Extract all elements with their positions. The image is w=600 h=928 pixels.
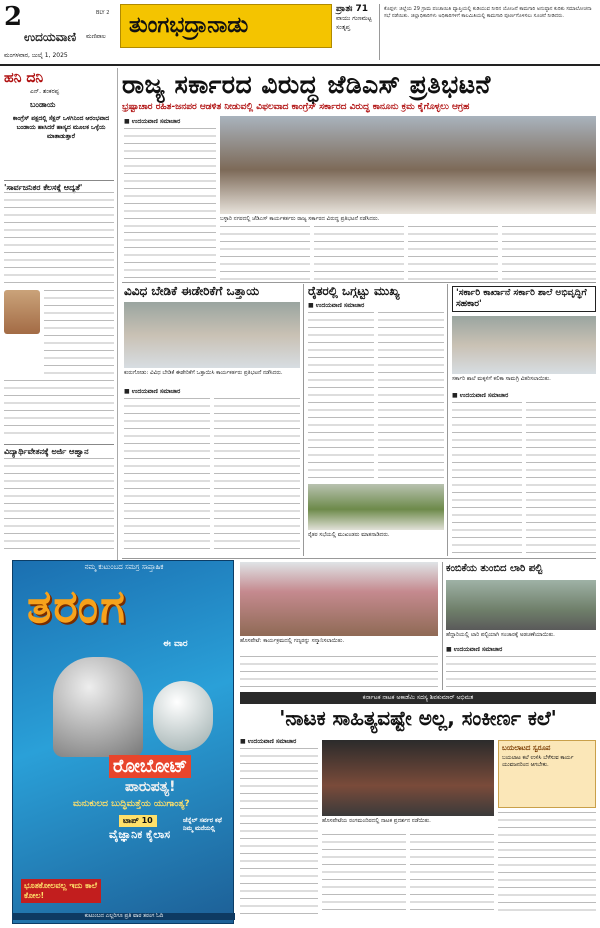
- feature-body-4: [498, 812, 596, 916]
- main-photo: [220, 116, 596, 214]
- story4-caption: ಹೊಸಪೇಟೆ: ಕಾರ್ಯಕ್ರಮದಲ್ಲಿ ಗಣ್ಯರನ್ನು ಸನ್ಮಾನಿಸಲಾಯಿತು.: [240, 638, 345, 644]
- main-body-1: [124, 128, 216, 228]
- main-deck: ಭ್ರಷ್ಟಾಚಾರ ರಹಿತ-ಜನಪರ ಆಡಳಿತ ನೀಡುವಲ್ಲಿ ವಿಫಲವಾದ ಕಾಂಗ್ರೆಸ್ ಸರ್ಕಾರದ ವಿರುದ್ಧ ಕಾನೂನು ಕ್ರಮ ಕೈಗೊಳ್ಳಲು ಆಗ್ರಹ: [122, 102, 470, 112]
- divider: [303, 284, 304, 556]
- story2-body-2: [378, 312, 444, 480]
- ad-logo: ತರಂಗ: [27, 579, 127, 633]
- feature-caption: ಹೊಸಪೇಟೆಯ ರಂಗಮಂದಿರದಲ್ಲಿ ನಾಟಕ ಪ್ರದರ್ಶನ ನಡೆಯಿತು.: [322, 818, 431, 824]
- column-body-3: [4, 380, 114, 440]
- left-column: [0, 68, 118, 560]
- column-name: ಹನಿ ದನಿ: [4, 70, 44, 86]
- story4-photo: [240, 562, 438, 636]
- avatar: [4, 290, 40, 334]
- story3-headline: 'ಸರ್ಕಾರಿ ಕಾರ್ಖಾನೆ ಸರ್ಕಾರಿ ಶಾಲೆ ಅಭಿವೃದ್ಧಿಗೆ ಸಹಕಾರ': [452, 286, 596, 312]
- feature-infobox: [498, 740, 596, 808]
- story5-headline: ಕಂಬಿಕೆಯ ತುಂಬಿದ ಲಾರಿ ಪಲ್ಟಿ: [446, 563, 543, 574]
- ad-question: ಮನುಕುಲದ ಬುದ್ಧಿಮತ್ತೆಯ ಯುಗಾಂತ್ಯ?: [73, 799, 190, 809]
- story2-body-1: [308, 312, 374, 480]
- ad-tagline: ನಮ್ಮ ಕುಟುಂಬದ ಸಮಗ್ರ ಸಾಪ್ತಾಹಿಕ: [84, 563, 164, 571]
- column-body-2: [44, 290, 114, 378]
- infobox-text: ಬಯಲಾಟ ಕಲೆ ಉಳಿಸಿ ಬೆಳೆಸುವ ಕಾರ್ಯ ಯುವಜನರಿಂದ ಆಗಬೇಕು.: [502, 755, 574, 768]
- ad-side-text: ಜೆನ್ನೆಲ್ ಸರ್ವರ ಕಥೆ ನಿಮ್ಮ ಮನೆಯಲ್ಲಿ: [183, 817, 222, 832]
- main-headline: ರಾಜ್ಯ ಸರ್ಕಾರದ ವಿರುದ್ಧ ಜೆಡಿಎಸ್ ಪ್ರತಿಭಟನೆ: [122, 70, 491, 99]
- column-body-1: [4, 192, 114, 288]
- ad-bhoota: ಭೂತಕೋಲವಲ್ಲ ಇದು ಕಾಲೆ ಕೋಲ!: [21, 879, 101, 903]
- main-body-6: [502, 226, 596, 280]
- divider: [442, 562, 443, 690]
- story5-body: [446, 656, 596, 688]
- story3-body-2: [526, 402, 596, 554]
- robot-image: [53, 657, 143, 757]
- story1-body-2: [214, 398, 300, 554]
- story1-photo: [124, 302, 300, 368]
- story3-caption: ಸರ್ಕಾರಿ ಶಾಲೆ ಮಕ್ಕಳಿಗೆ ಕಲಿಕಾ ಸಾಮಗ್ರಿ ವಿತರಿಸಲಾಯಿತು.: [452, 376, 551, 382]
- story3-byline: ■ ಉದಯವಾಣಿ ಸಮಾಚಾರ: [452, 392, 509, 399]
- feature-body-3: [410, 834, 494, 916]
- aqi-note: ಸಂತೃಪ್ತ: [336, 24, 351, 31]
- story3-photo: [452, 316, 596, 374]
- ad-week: ಈ ವಾರ: [163, 639, 188, 649]
- story2-photo: [308, 484, 444, 530]
- date-line: ಮಂಗಳವಾರ, ಜುಲೈ 1, 2025: [4, 52, 68, 59]
- robot-dog-image: [153, 681, 213, 751]
- story1-body-1: [124, 398, 210, 554]
- ad-headline-2: ಪಾರುಪತ್ಯ!: [125, 779, 176, 795]
- feature-body-2: [322, 834, 406, 916]
- story3-body-1: [452, 402, 522, 554]
- story1-headline: ವಿವಿಧ ಬೇಡಿಕೆ ಈಡೇರಿಕೆಗೆ ಒತ್ತಾಯ: [124, 284, 260, 298]
- divider: [447, 284, 448, 556]
- column-teaser: ಕಾಂಗ್ರೆಸ್ ಪಕ್ಷದಲ್ಲಿ ಸೆಕ್ಷನ್ ಒಳಗಿನಿಂದ ಆರಂಭವಾದ ಬಂಡಾಯ ಹಾಸಿದರೆ ಹಾಸ್ಯದ ಮೂಲಕ ಒಳ್ಳೆಯ ಮಾತಾಡುತ್ತಾರೆ: [12, 115, 110, 140]
- paper-sub: ಮಣಿಪಾಲ: [86, 33, 106, 40]
- section-banner-text: ತುಂಗಭದ್ರಾನಾಡು: [129, 13, 249, 38]
- page-number: 2: [4, 2, 23, 32]
- paper-name: ಉದಯವಾಣಿ: [24, 30, 77, 44]
- edition-code: BLY 2: [96, 10, 110, 16]
- main-body-3: [220, 226, 310, 280]
- feature-headline: 'ನಾಟಕ ಸಾಹಿತ್ಯವಷ್ಟೇ ಅಲ್ಲ, ಸಂಕೀರ್ಣ ಕಲೆ': [279, 706, 557, 730]
- story2-headline: ರೈತರಲ್ಲಿ ಒಗ್ಗಟ್ಟು ಮುಖ್ಯ: [308, 284, 400, 298]
- feature-byline: ■ ಉದಯವಾಣಿ ಸಮಾಚಾರ: [240, 738, 297, 745]
- story1-byline: ■ ಉದಯವಾಣಿ ಸಮಾಚಾರ: [124, 388, 181, 395]
- top-brief: ಕೊಪ್ಪಳ: ಜಿಲ್ಲೆಯ 29 ಗ್ರಾಮ ಪಂಚಾಯಿತಿ ವ್ಯಾಪ್ತಿಯಲ್ಲಿ ಕುಡಿಯುವ ನೀರಿನ ಯೋಜನೆ ಕಾಮಗಾರಿ ಅನುಷ್ಠಾನ ಕುರಿತು ಸಮಾಲೋಚನಾ ಸಭೆ ನಡೆಯಿತು. ಜಿಲ್ಲಾಧಿಕಾರಿಗಳು ಅಧಿಕಾರಿಗಳಿಗೆ ಕಾಲಮಿತಿಯಲ್ಲಿ ಕಾಮಗಾರಿ ಪೂರ್ಣಗೊಳಿಸಲು ಸೂಚನೆ ನೀಡಿದರು.: [384, 6, 592, 19]
- story5-photo: [446, 580, 596, 630]
- story2-caption: ರೈತರ ಸಭೆಯಲ್ಲಿ ಮುಖಂಡರು ಮಾತನಾಡಿದರು.: [308, 532, 390, 538]
- main-body-2: [124, 232, 216, 280]
- infobox-title: ಬಯಲಾಟದ ಸ್ವರೂಪ: [502, 744, 551, 752]
- main-caption: ಬಳ್ಳಾರಿ ನಗರದಲ್ಲಿ ಜೆಡಿಎಸ್ ಕಾರ್ಯಕರ್ತರು ರಾಜ್ಯ ಸರ್ಕಾರದ ವಿರುದ್ಧ ಪ್ರತಿಭಟನೆ ನಡೆಸಿದರು.: [220, 216, 380, 222]
- column-author: ಎನ್. ಶಂಕರಪ್ಪ: [30, 88, 60, 95]
- ad-science: ವೈಜ್ಞಾನಿಕ ಕೈಲಾಸ: [109, 828, 171, 841]
- feature-photo: [322, 740, 494, 816]
- ad-headline: ರೋಬೋಟ್: [109, 755, 191, 778]
- main-byline: ■ ಉದಯವಾಣಿ ಸಮಾಚಾರ: [124, 118, 181, 125]
- column-subhead-2: ವಿದ್ಯಾರ್ಥಿವೇತನಕ್ಕೆ ಅರ್ಜಿ ಆಹ್ವಾನ: [4, 444, 114, 457]
- aqi-label: ಪ್ರಾತಃ 71: [336, 4, 369, 14]
- main-body-4: [314, 226, 404, 280]
- story1-caption: ಕುರುಗೋಡು: ವಿವಿಧ ಬೇಡಿಕೆ ಈಡೇರಿಕೆಗೆ ಒತ್ತಾಯಿಸಿ ಕಾರ್ಯಕರ್ತರು ಪ್ರತಿಭಟನೆ ನಡೆಸಿದರು.: [124, 370, 283, 376]
- story5-caption: ಹೆದ್ದಾರಿಯಲ್ಲಿ ಲಾರಿ ಪಲ್ಟಿಯಾಗಿ ಸಂಚಾರಕ್ಕೆ ಅಡಚಣೆಯಾಯಿತು.: [446, 632, 555, 638]
- feature-band: ಕರ್ನಾಟಕ ನಾಟಕ ಅಕಾಡೆಮಿ ಸದಸ್ಯ ಶಿವಕುಮಾರ್ ಅಭಿಮತ: [240, 692, 596, 704]
- tharanga-ad[interactable]: [12, 560, 234, 924]
- masthead: [0, 0, 600, 66]
- story5-byline: ■ ಉದಯವಾಣಿ ಸಮಾಚಾರ: [446, 646, 503, 653]
- column-subhead-1: 'ಸಾರ್ವಜನಿಕರ ಕೆಲಸಕ್ಕೆ ಆದ್ಯತೆ': [4, 180, 114, 193]
- ad-top10: ಟಾಪ್ 10: [119, 815, 157, 827]
- column-body-4: [4, 458, 114, 554]
- aqi-sub: ವಾಯು ಗುಣಮಟ್ಟ: [336, 15, 372, 22]
- main-body-5: [408, 226, 498, 280]
- aqi-box: [336, 4, 380, 60]
- feature-body-1: [240, 748, 318, 916]
- divider: [122, 558, 596, 559]
- section-banner: [120, 4, 332, 48]
- story2-byline: ■ ಉದಯವಾಣಿ ಸಮಾಚಾರ: [308, 302, 365, 309]
- column-kicker: ಬಂಡಾಯ: [30, 100, 56, 109]
- story4-body: [240, 656, 438, 688]
- ad-footer: ಕುಟುಂಬದ ಎಲ್ಲರಿಗೂ ಪ್ರತಿ ವಾರ ತರಂಗ ಓದಿ: [13, 913, 235, 920]
- divider: [122, 282, 596, 283]
